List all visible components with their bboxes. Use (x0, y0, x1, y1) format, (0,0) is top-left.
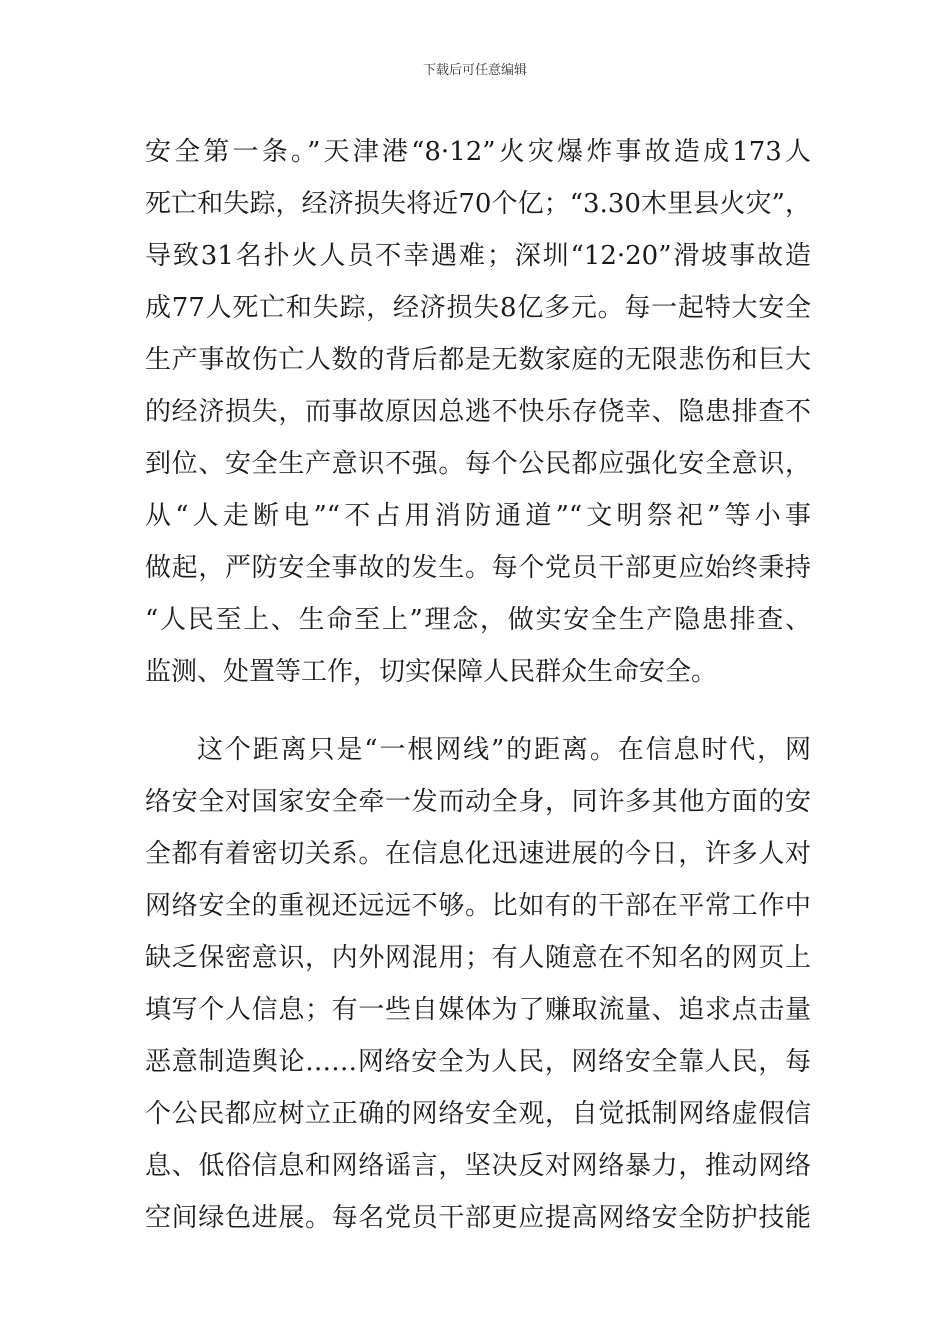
paragraph-line: 恶意制造舆论……网络安全为人民，网络安全靠人民，每 (145, 1047, 811, 1077)
paragraph-line: 络安全对国家安全牵一发而动全身，同许多其他方面的安 (145, 787, 811, 817)
paragraph-line: 到位、安全生产意识不强。每个公民都应强化安全意识， (145, 449, 811, 479)
paragraph-1 (145, 126, 811, 698)
paragraph-line: 成77人死亡和失踪，经济损失8亿多元。每一起特大安全 (145, 293, 811, 323)
paragraph-line: 息、低俗信息和网络谣言，坚决反对网络暴力，推动网络 (145, 1151, 811, 1181)
paragraph-line: 网络安全的重视还远远不够。比如有的干部在平常工作中 (145, 891, 811, 921)
paragraph-line: 导致31名扑火人员不幸遇难；深圳“12·20”滑坡事故造 (145, 241, 811, 271)
paragraph-line: 这个距离只是“一根网线”的距离。在信息时代，网 (197, 735, 811, 765)
paragraph-line: 生产事故伤亡人数的背后都是无数家庭的无限悲伤和巨大 (145, 345, 811, 375)
paragraph-line: 做起，严防安全事故的发生。每个党员干部更应始终秉持 (145, 553, 811, 583)
paragraph-line: 死亡和失踪，经济损失将近70个亿；“3.30木里县火灾”， (145, 189, 811, 219)
paragraph-line: 空间绿色进展。每名党员干部更应提高网络安全防护技能 (145, 1203, 811, 1233)
paragraph-line: 个公民都应树立正确的网络安全观，自觉抵制网络虚假信 (145, 1099, 811, 1129)
paragraph-line: 监测、处置等工作，切实保障人民群众生命安全。 (145, 657, 718, 687)
paragraph-line: 安全第一条。”天津港“8·12”火灾爆炸事故造成173人 (145, 137, 811, 167)
paragraph-line: “人民至上、生命至上”理念，做实安全生产隐患排查、 (145, 605, 811, 635)
paragraph-2 (145, 724, 811, 1244)
paragraph-line: 从“人走断电”“不占用消防通道”“文明祭祀”等小事 (145, 501, 811, 531)
page-header: 下载后可任意编辑 (422, 63, 527, 78)
paragraph-line: 填写个人信息；有一些自媒体为了赚取流量、追求点击量 (145, 995, 811, 1025)
paragraph-line: 全都有着密切关系。在信息化迅速进展的今日，许多人对 (145, 839, 811, 869)
paragraph-line: 缺乏保密意识，内外网混用；有人随意在不知名的网页上 (145, 943, 811, 973)
paragraph-line: 的经济损失，而事故原因总逃不快乐存侥幸、隐患排查不 (145, 397, 811, 427)
